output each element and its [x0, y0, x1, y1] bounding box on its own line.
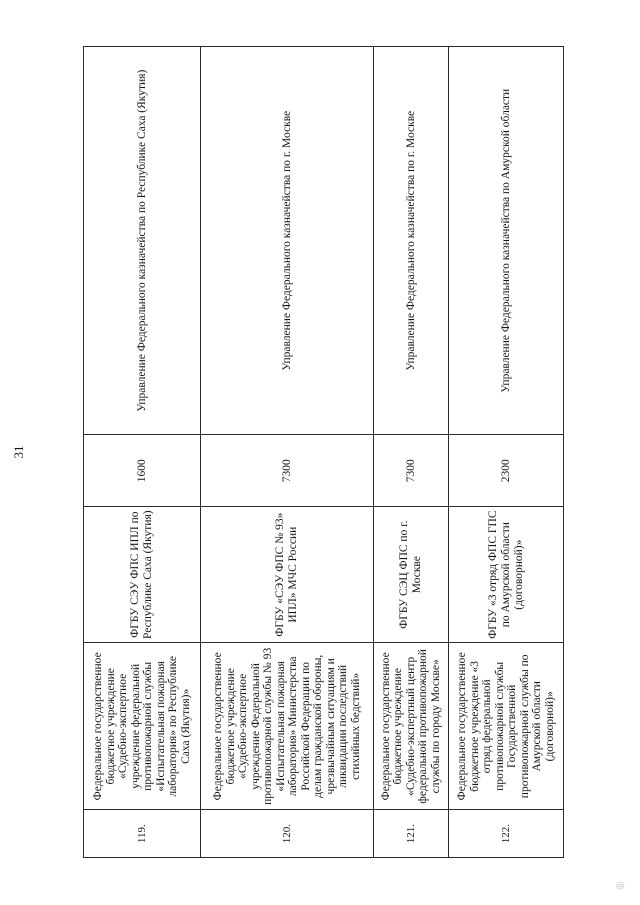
- institution-full-name: Федеральное государственное бюджетное учреждение «Судебно-экспертное учреждение Федеральной противопожарной службы № 93 «Испытательная пожарная лаборатория» Министерства Российской Федерации по делам гражданской обороны, чрезвычайным ситуациям и ликвидации последствий стихийных бедствий»: [201, 643, 374, 810]
- institution-short-name: ФГБУ СЭЦ ФПС по г. Москве: [374, 507, 449, 643]
- treasury-office: Управление Федерального казначейства по г. Москве: [374, 47, 449, 435]
- institutions-table: [83, 46, 564, 858]
- row-number: 120.: [201, 810, 374, 858]
- region-code: 1600: [84, 435, 201, 507]
- region-code: 2300: [449, 435, 564, 507]
- table-row: [201, 47, 374, 858]
- table-row: [374, 47, 449, 858]
- region-code: 7300: [201, 435, 374, 507]
- document-frame: [83, 46, 559, 858]
- institution-short-name: ФГБУ «3 отряд ФПС ГПС по Амурской области (договорной)»: [449, 507, 564, 643]
- institution-full-name: Федеральное государственное бюджетное учреждение «Судебно-экспертный центр федеральной противопожарной службы по городу Москве»: [374, 643, 449, 810]
- treasury-office: Управление Федерального казначейства по г. Москве: [201, 47, 374, 435]
- scan-mark-icon: ◎: [614, 881, 626, 890]
- institution-short-name: ФГБУ СЭУ ФПС ИПЛ по Республике Саха (Якутия): [84, 507, 201, 643]
- institution-short-name: ФГБУ «СЭУ ФПС № 93» ИПЛ» МЧС России: [201, 507, 374, 643]
- table-row: [84, 47, 201, 858]
- region-code: 7300: [374, 435, 449, 507]
- treasury-office: Управление Федерального казначейства по Республике Саха (Якутия): [84, 47, 201, 435]
- row-number: 121.: [374, 810, 449, 858]
- row-number: 119.: [84, 810, 201, 858]
- row-number: 122.: [449, 810, 564, 858]
- institution-full-name: Федеральное государственное бюджетное учреждение «3 отряд федеральной противопожарной службы Государственной противопожарной службы по Амурской области (договорной)»: [449, 643, 564, 810]
- institution-full-name: Федеральное государственное бюджетное учреждение «Судебно-экспертное учреждение федеральной противопожарной службы «Испытательная пожарная лаборатория» по Республике Саха (Якутия)»: [84, 643, 201, 810]
- table-row: [449, 47, 564, 858]
- treasury-office: Управление Федерального казначейства по Амурской области: [449, 47, 564, 435]
- page-number: 31: [11, 445, 26, 459]
